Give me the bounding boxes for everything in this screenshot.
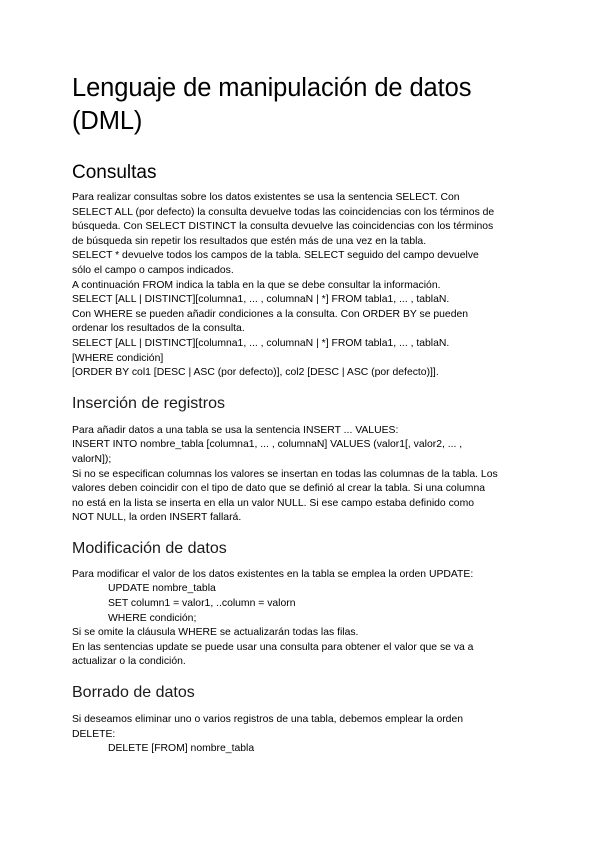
text-line: A continuación FROM indica la tabla en la que se debe consultar la información.	[72, 279, 441, 291]
text-line: de búsqueda sin repetir los resultados que estén más de una vez en la tabla.	[72, 235, 427, 247]
text-line: Para realizar consultas sobre los datos existentes se usa la sentencia SELECT. Con	[72, 192, 460, 203]
code-line: INSERT INTO nombre_tabla [columna1, ... , columnaN] VALUES (valor1[, valor2, ... ,	[72, 439, 463, 451]
text-line: búsqueda. Con SELECT DISTINCT la consulta devuelve las coincidencias con los términos	[72, 221, 494, 233]
section-heading-consultas: Consultas	[72, 162, 157, 183]
text-line: Para añadir datos a una tabla se usa la sentencia INSERT ... VALUES:	[72, 424, 399, 436]
text-line: actualizar o la condición.	[72, 656, 186, 668]
text-line: Si deseamos eliminar uno o varios registros de una tabla, debemos emplear la orden	[72, 714, 464, 726]
text-line: sólo el campo o campos indicados.	[72, 264, 234, 276]
code-line: SET column1 = valor1, ..column = valorn	[108, 598, 296, 610]
code-line: WHERE condición;	[108, 612, 197, 624]
section-heading-insercion: Inserción de registros	[72, 394, 225, 412]
text-line: SELECT ALL (por defecto) la consulta devuelve todas las coincidencias con los términos de	[72, 206, 495, 218]
document-page	[72, 72, 532, 757]
consultas-body	[72, 191, 532, 381]
section-heading-borrado: Borrado de datos	[72, 684, 195, 702]
modificacion-body	[72, 568, 532, 670]
text-line: Para modificar el valor de los datos existentes en la tabla se emplea la orden UPDATE:	[72, 568, 474, 580]
text-line: no está en la lista se inserta en ella un valor NULL. Si ese campo estaba definido como	[72, 497, 475, 509]
code-line: DELETE [FROM] nombre_tabla	[108, 743, 255, 755]
code-line: valorN]);	[72, 453, 112, 465]
text-line: valores deben coincidir con el tipo de dato que se definió al crear la tabla. Si una columna	[72, 483, 485, 495]
page-title: Lenguaje de manipulación de datos (DML)	[72, 74, 472, 135]
text-line: ordenar los resultados de la consulta.	[72, 323, 245, 335]
code-line: SELECT [ALL | DISTINCT][columna1, ... , columnaN | *] FROM tabla1, ... , tablaN.	[72, 294, 450, 306]
code-line: [WHERE condición]	[72, 352, 164, 364]
text-line: Si no se especifican columnas los valores se insertan en todas las columnas de la tabla. Los	[72, 468, 498, 480]
text-line: DELETE:	[72, 728, 116, 740]
insercion-body	[72, 424, 532, 526]
code-line: UPDATE nombre_tabla	[108, 583, 216, 595]
code-line: SELECT [ALL | DISTINCT][columna1, ... , columnaN | *] FROM tabla1, ... , tablaN.	[72, 337, 450, 349]
text-line: En las sentencias update se puede usar una consulta para obtener el valor que se va a	[72, 641, 474, 653]
borrado-body	[72, 713, 532, 757]
text-line: Con WHERE se pueden añadir condiciones a la consulta. Con ORDER BY se pueden	[72, 308, 469, 320]
text-line: NOT NULL, la orden INSERT fallará.	[72, 512, 242, 524]
section-heading-modificacion: Modificación de datos	[72, 539, 227, 557]
code-line: [ORDER BY col1 [DESC | ASC (por defecto)], col2 [DESC | ASC (por defecto)]].	[72, 367, 439, 379]
text-line: SELECT * devuelve todos los campos de la tabla. SELECT seguido del campo devuelve	[72, 250, 479, 262]
text-line: Si se omite la cláusula WHERE se actualizarán todas las filas.	[72, 627, 359, 639]
